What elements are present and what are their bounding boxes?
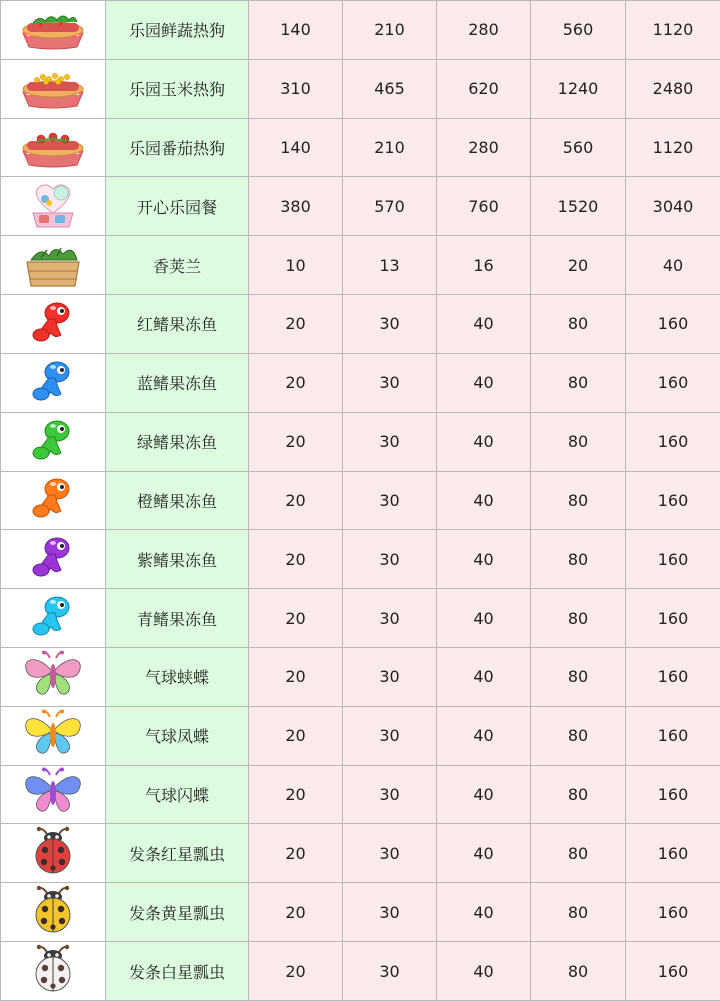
price-value: 20 bbox=[249, 589, 343, 648]
red-windup-ladybug-icon bbox=[17, 826, 89, 876]
price-value: 80 bbox=[531, 824, 626, 883]
orange-jelly-fish-icon bbox=[17, 473, 89, 523]
item-icon-cell bbox=[1, 412, 106, 471]
price-value: 310 bbox=[249, 59, 343, 118]
item-name: 橙鳍果冻鱼 bbox=[106, 471, 249, 530]
price-value: 2480 bbox=[626, 59, 720, 118]
price-value: 1240 bbox=[531, 59, 626, 118]
price-value: 570 bbox=[343, 177, 437, 236]
price-value: 160 bbox=[626, 412, 720, 471]
price-value: 40 bbox=[437, 471, 531, 530]
item-icon-cell bbox=[1, 1, 106, 60]
price-value: 280 bbox=[437, 1, 531, 60]
price-value: 30 bbox=[343, 824, 437, 883]
vanilla-crate-icon bbox=[17, 238, 89, 288]
price-value: 20 bbox=[249, 353, 343, 412]
blue-jelly-fish-icon bbox=[17, 356, 89, 406]
hotdog-tomato-icon bbox=[17, 121, 89, 171]
item-icon-cell bbox=[1, 295, 106, 354]
price-value: 30 bbox=[343, 883, 437, 942]
item-icon-cell bbox=[1, 530, 106, 589]
item-icon-cell bbox=[1, 471, 106, 530]
price-value: 140 bbox=[249, 1, 343, 60]
yellow-windup-ladybug-icon bbox=[17, 885, 89, 935]
item-icon-cell bbox=[1, 883, 106, 942]
table-row bbox=[1, 942, 720, 1001]
price-value: 20 bbox=[249, 530, 343, 589]
price-value: 40 bbox=[437, 353, 531, 412]
price-value: 80 bbox=[531, 706, 626, 765]
table-row bbox=[1, 883, 720, 942]
price-value: 160 bbox=[626, 530, 720, 589]
price-value: 80 bbox=[531, 295, 626, 354]
item-icon-cell bbox=[1, 353, 106, 412]
table-row bbox=[1, 353, 720, 412]
price-value: 80 bbox=[531, 353, 626, 412]
item-icon-cell bbox=[1, 59, 106, 118]
table-row bbox=[1, 471, 720, 530]
price-value: 40 bbox=[437, 647, 531, 706]
table-row bbox=[1, 530, 720, 589]
table-row bbox=[1, 236, 720, 295]
price-value: 20 bbox=[249, 471, 343, 530]
price-value: 40 bbox=[437, 706, 531, 765]
price-value: 160 bbox=[626, 706, 720, 765]
price-value: 20 bbox=[249, 706, 343, 765]
item-name: 青鳍果冻鱼 bbox=[106, 589, 249, 648]
table-row bbox=[1, 177, 720, 236]
purple-jelly-fish-icon bbox=[17, 532, 89, 582]
price-value: 160 bbox=[626, 942, 720, 1001]
price-value: 30 bbox=[343, 295, 437, 354]
cyan-jelly-fish-icon bbox=[17, 591, 89, 641]
price-value: 20 bbox=[249, 412, 343, 471]
price-value: 80 bbox=[531, 589, 626, 648]
price-value: 140 bbox=[249, 118, 343, 177]
item-name: 绿鳍果冻鱼 bbox=[106, 412, 249, 471]
table-row bbox=[1, 824, 720, 883]
table-row bbox=[1, 589, 720, 648]
price-value: 620 bbox=[437, 59, 531, 118]
price-value: 3040 bbox=[626, 177, 720, 236]
price-value: 40 bbox=[437, 589, 531, 648]
red-jelly-fish-icon bbox=[17, 297, 89, 347]
price-value: 80 bbox=[531, 765, 626, 824]
item-name: 发条黄星瓢虫 bbox=[106, 883, 249, 942]
price-value: 160 bbox=[626, 765, 720, 824]
item-name: 开心乐园餐 bbox=[106, 177, 249, 236]
item-name: 香荚兰 bbox=[106, 236, 249, 295]
price-value: 20 bbox=[531, 236, 626, 295]
item-name: 发条红星瓢虫 bbox=[106, 824, 249, 883]
price-value: 210 bbox=[343, 118, 437, 177]
price-value: 30 bbox=[343, 471, 437, 530]
price-value: 30 bbox=[343, 530, 437, 589]
price-value: 80 bbox=[531, 471, 626, 530]
price-value: 280 bbox=[437, 118, 531, 177]
price-value: 40 bbox=[626, 236, 720, 295]
price-value: 160 bbox=[626, 589, 720, 648]
price-value: 160 bbox=[626, 883, 720, 942]
item-name: 气球凤蝶 bbox=[106, 706, 249, 765]
price-value: 40 bbox=[437, 412, 531, 471]
table-row bbox=[1, 765, 720, 824]
price-value: 13 bbox=[343, 236, 437, 295]
price-value: 80 bbox=[531, 942, 626, 1001]
white-windup-ladybug-icon bbox=[17, 944, 89, 994]
price-value: 80 bbox=[531, 412, 626, 471]
price-value: 30 bbox=[343, 647, 437, 706]
item-name: 红鳍果冻鱼 bbox=[106, 295, 249, 354]
item-name: 气球闪蝶 bbox=[106, 765, 249, 824]
price-value: 160 bbox=[626, 353, 720, 412]
price-value: 760 bbox=[437, 177, 531, 236]
item-name: 气球蛱蝶 bbox=[106, 647, 249, 706]
price-value: 160 bbox=[626, 295, 720, 354]
price-value: 20 bbox=[249, 824, 343, 883]
price-value: 40 bbox=[437, 765, 531, 824]
item-name: 蓝鳍果冻鱼 bbox=[106, 353, 249, 412]
table-row bbox=[1, 647, 720, 706]
price-value: 30 bbox=[343, 412, 437, 471]
pink-balloon-butterfly-icon bbox=[17, 650, 89, 700]
item-icon-cell bbox=[1, 942, 106, 1001]
price-value: 30 bbox=[343, 353, 437, 412]
price-value: 10 bbox=[249, 236, 343, 295]
hotdog-veggie-icon bbox=[17, 3, 89, 53]
table-row bbox=[1, 295, 720, 354]
blue-balloon-butterfly-icon bbox=[17, 767, 89, 817]
price-value: 1120 bbox=[626, 1, 720, 60]
price-value: 1120 bbox=[626, 118, 720, 177]
item-icon-cell bbox=[1, 177, 106, 236]
price-value: 20 bbox=[249, 295, 343, 354]
item-icon-cell bbox=[1, 589, 106, 648]
price-value: 40 bbox=[437, 824, 531, 883]
price-value: 210 bbox=[343, 1, 437, 60]
price-value: 30 bbox=[343, 942, 437, 1001]
table-row bbox=[1, 706, 720, 765]
price-value: 30 bbox=[343, 706, 437, 765]
item-name: 乐园玉米热狗 bbox=[106, 59, 249, 118]
price-value: 16 bbox=[437, 236, 531, 295]
item-name: 发条白星瓢虫 bbox=[106, 942, 249, 1001]
price-value: 20 bbox=[249, 765, 343, 824]
item-name: 乐园番茄热狗 bbox=[106, 118, 249, 177]
price-value: 80 bbox=[531, 530, 626, 589]
table-row bbox=[1, 59, 720, 118]
green-jelly-fish-icon bbox=[17, 415, 89, 465]
price-value: 560 bbox=[531, 1, 626, 60]
price-value: 40 bbox=[437, 883, 531, 942]
item-icon-cell bbox=[1, 118, 106, 177]
table-row bbox=[1, 412, 720, 471]
item-icon-cell bbox=[1, 647, 106, 706]
happy-meal-box-icon bbox=[17, 179, 89, 229]
price-value: 20 bbox=[249, 942, 343, 1001]
price-value: 40 bbox=[437, 530, 531, 589]
item-name: 紫鳍果冻鱼 bbox=[106, 530, 249, 589]
price-value: 160 bbox=[626, 471, 720, 530]
table-row bbox=[1, 118, 720, 177]
price-value: 20 bbox=[249, 647, 343, 706]
table-body bbox=[1, 1, 720, 1001]
item-icon-cell bbox=[1, 236, 106, 295]
price-value: 465 bbox=[343, 59, 437, 118]
price-value: 160 bbox=[626, 824, 720, 883]
item-icon-cell bbox=[1, 706, 106, 765]
yellow-balloon-butterfly-icon bbox=[17, 709, 89, 759]
price-value: 30 bbox=[343, 765, 437, 824]
price-value: 40 bbox=[437, 942, 531, 1001]
price-value: 30 bbox=[343, 589, 437, 648]
hotdog-corn-icon bbox=[17, 62, 89, 112]
price-value: 80 bbox=[531, 883, 626, 942]
price-value: 1520 bbox=[531, 177, 626, 236]
price-value: 80 bbox=[531, 647, 626, 706]
table-row bbox=[1, 1, 720, 60]
item-icon-cell bbox=[1, 824, 106, 883]
price-value: 40 bbox=[437, 295, 531, 354]
item-icon-cell bbox=[1, 765, 106, 824]
price-value: 380 bbox=[249, 177, 343, 236]
price-value: 20 bbox=[249, 883, 343, 942]
price-value: 560 bbox=[531, 118, 626, 177]
price-value: 160 bbox=[626, 647, 720, 706]
item-name: 乐园鲜蔬热狗 bbox=[106, 1, 249, 60]
